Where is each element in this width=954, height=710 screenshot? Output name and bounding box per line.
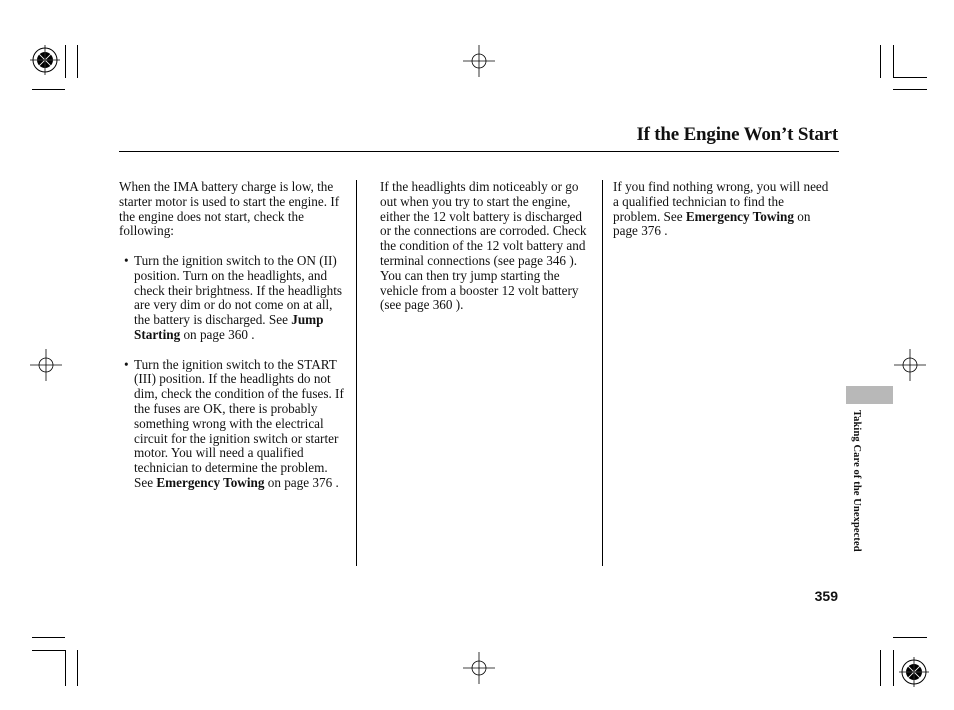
section-label-text: Taking Care of the Unexpected <box>851 410 862 552</box>
column-divider <box>356 180 357 566</box>
crop-mark <box>77 650 78 686</box>
section-label <box>848 410 862 582</box>
crop-mark <box>880 45 881 78</box>
registration-mark-top-left <box>30 45 60 75</box>
crop-mark <box>893 650 894 686</box>
headlights-paragraph: If the headlights dim noticeably or go out when you try to start the engine, either the 12 volt battery is discharged or the connections are corroded. Check the condition of the 12 volt battery and terminal connections (see page 346 ). You can then try jump starting the vehicle from a booster 12 volt battery (see page 360 ). <box>380 179 587 313</box>
crosshair-mark-right <box>894 349 926 381</box>
crop-mark <box>32 637 65 638</box>
page-reference: on page 360 . <box>180 326 255 342</box>
technician-paragraph <box>613 180 831 239</box>
bullet-item <box>119 254 349 343</box>
crosshair-mark-top <box>463 45 495 77</box>
section-tab <box>846 386 893 404</box>
paragraph-text: If you find nothing wrong, you will need a qualified technician to find the problem. See <box>613 179 829 224</box>
crop-mark <box>893 45 894 78</box>
emergency-towing-link[interactable]: Emergency Towing <box>685 208 794 224</box>
crop-mark <box>32 650 65 651</box>
emergency-towing-link[interactable]: Emergency Towing <box>156 474 265 490</box>
column-3 <box>613 180 831 239</box>
crop-mark <box>65 45 66 78</box>
crop-mark <box>893 77 927 78</box>
crop-mark <box>880 650 881 686</box>
crosshair-mark-left <box>30 349 62 381</box>
header-rule <box>119 151 839 152</box>
crosshair-mark-bottom <box>463 652 495 684</box>
page-reference: on page 376 . <box>264 474 339 490</box>
crop-mark <box>77 45 78 78</box>
page-reference: on page 376 . <box>613 208 811 239</box>
page-number: 359 <box>814 588 838 604</box>
crop-mark <box>32 89 65 90</box>
bullet-text: Turn the ignition switch to the START (III) position. If the headlights do not dim, check the condition of the fuses. If the fuses are OK, there is probably something wrong with the electrical circuit for the ignition switch or starter motor. You will need a qualified technician to determine the problem. See <box>134 356 344 490</box>
crop-mark <box>893 637 927 638</box>
registration-mark-bottom-right <box>899 657 929 687</box>
page-title: If the Engine Won’t Start <box>636 124 838 145</box>
crop-mark <box>893 89 927 90</box>
column-1 <box>119 180 349 491</box>
bullet-text: Turn the ignition switch to the ON (II) position. Turn on the headlights, and check their brightness. If the headlights are very dim or do not come on at all, the battery is discharged. See <box>134 252 343 328</box>
intro-paragraph: When the IMA battery charge is low, the starter motor is used to start the engine. If the engine does not start, check the following: <box>119 179 340 239</box>
crop-mark <box>65 650 66 686</box>
bullet-item <box>119 358 349 491</box>
column-divider <box>602 180 603 566</box>
jump-starting-link[interactable]: Jump Starting <box>134 312 324 342</box>
column-2 <box>380 180 595 313</box>
